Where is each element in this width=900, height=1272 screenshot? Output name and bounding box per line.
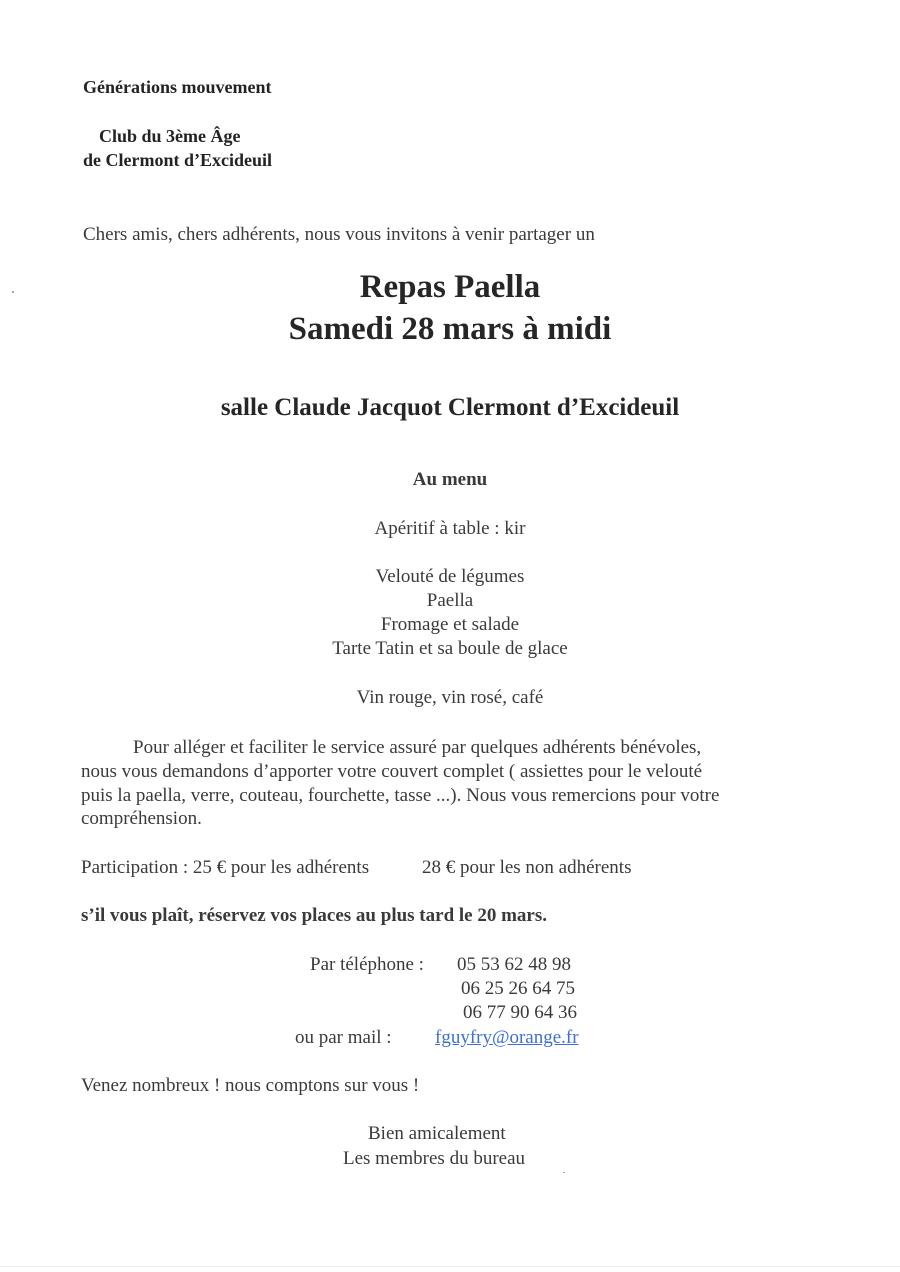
intro-text: Chers amis, chers adhérents, nous vous invitons à venir partager un: [83, 224, 595, 245]
menu-course: Paella: [426, 590, 474, 611]
notice-line: compréhension.: [81, 808, 202, 829]
scan-speck: [12, 291, 14, 293]
email-link[interactable]: fguyfry@orange.fr: [435, 1027, 579, 1048]
organization-name: Générations mouvement: [83, 77, 272, 97]
reservation-note: s’il vous plaît, réservez vos places au plus tard le 20 mars.: [81, 905, 548, 926]
closing-call: Venez nombreux ! nous comptons sur vous !: [81, 1075, 420, 1096]
notice-line: puis la paella, verre, couteau, fourchette, tasse ...). Nous vous remercions pour votre: [81, 785, 720, 806]
menu-aperitif: Apéritif à table : kir: [374, 518, 526, 539]
notice-line: nous vous demandons d’apporter votre couvert complet ( assiettes pour le velouté: [81, 761, 703, 782]
event-venue: salle Claude Jacquot Clermont d’Excideuil: [220, 394, 680, 421]
event-title: Repas Paella: [359, 269, 541, 305]
closing-signature: Les membres du bureau: [343, 1148, 526, 1169]
notice-line: Pour alléger et faciliter le service assuré par quelques adhérents bénévoles,: [133, 737, 702, 758]
menu-course: Tarte Tatin et sa boule de glace: [332, 638, 568, 659]
scan-speck: [563, 1172, 565, 1173]
participation-non-members: 28 € pour les non adhérents: [422, 857, 632, 878]
menu-course: Fromage et salade: [380, 614, 520, 635]
event-date: Samedi 28 mars à midi: [288, 311, 612, 347]
club-name-line2: de Clermont d’Excideuil: [83, 150, 272, 170]
phone-number: 06 77 90 64 36: [463, 1002, 577, 1023]
phone-number: 05 53 62 48 98: [457, 954, 571, 975]
phone-label: Par téléphone :: [310, 954, 424, 975]
mail-label: ou par mail :: [295, 1027, 392, 1048]
scan-bottom-edge: [0, 1266, 900, 1267]
phone-number: 06 25 26 64 75: [461, 978, 575, 999]
participation-members: Participation : 25 € pour les adhérents: [81, 857, 370, 878]
menu-heading: Au menu: [412, 469, 488, 490]
menu-course: Velouté de légumes: [375, 566, 525, 587]
menu-drinks: Vin rouge, vin rosé, café: [356, 687, 544, 708]
closing-regards: Bien amicalement: [368, 1123, 506, 1144]
club-name-line1: Club du 3ème Âge: [99, 126, 241, 146]
